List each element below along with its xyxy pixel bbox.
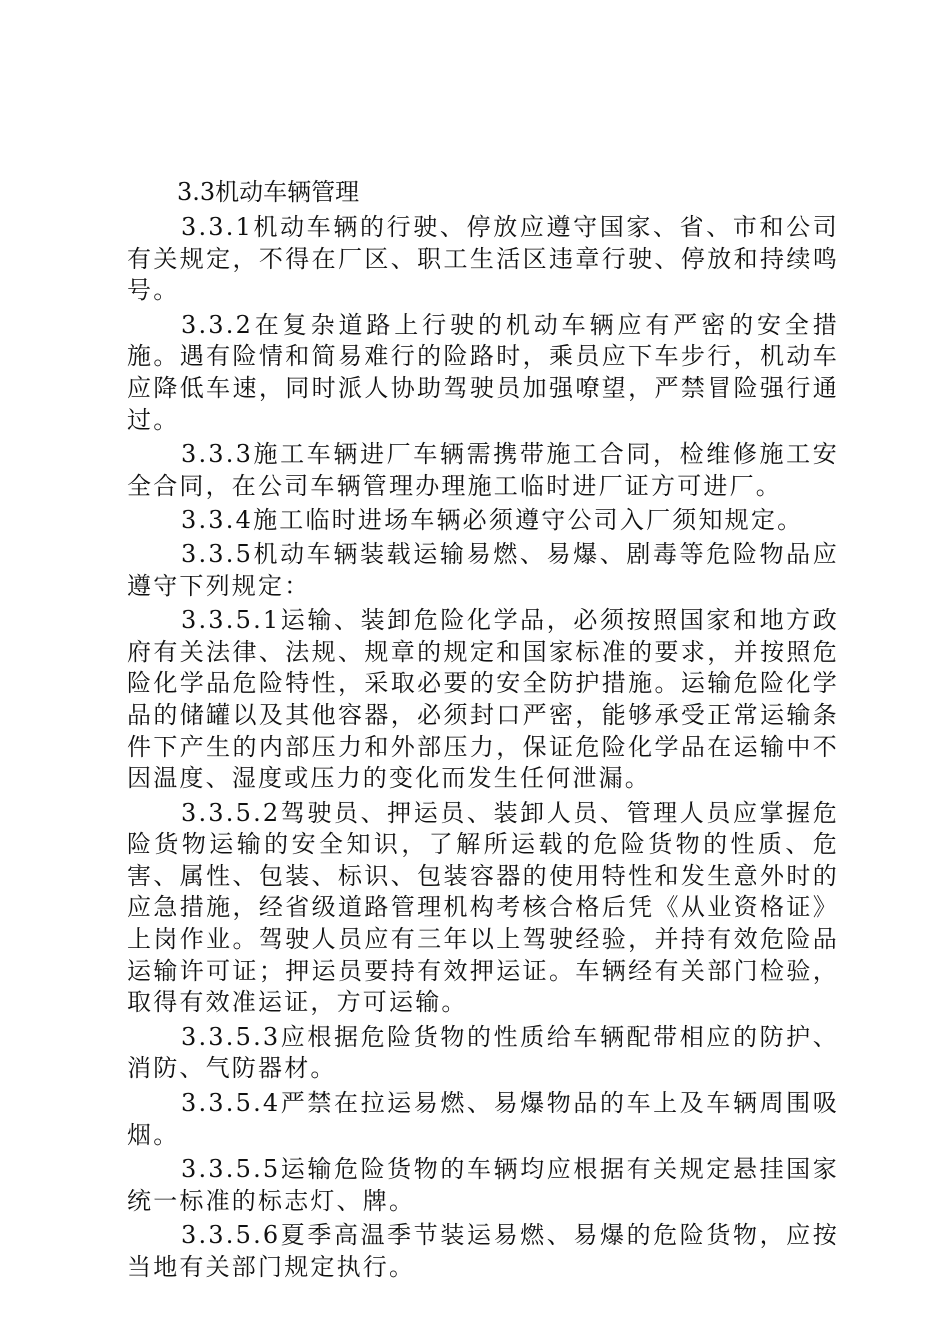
paragraph-3-3-3: 3.3.3施工车辆进厂车辆需携带施工合同，检维修施工安全合同，在公司车辆管理办理施工临时进厂证方可进厂。	[127, 440, 839, 500]
paragraph-3-3-5-5: 3.3.5.5运输危险货物的车辆均应根据有关规定悬挂国家统一标准的标志灯、牌。	[127, 1155, 839, 1215]
paragraph-3-3-5: 3.3.5机动车辆装载运输易燃、易爆、剧毒等危险物品应遵守下列规定：	[127, 539, 839, 600]
paragraph-3-3-5-3: 3.3.5.3应根据危险货物的性质给车辆配带相应的防护、消防、气防器材。	[127, 1022, 839, 1083]
paragraph-3-3-1: 3.3.1机动车辆的行驶、停放应遵守国家、省、市和公司有关规定，不得在厂区、职工生活区违章行驶、停放和持续鸣号。	[127, 213, 839, 305]
paragraph-3-3-5-6: 3.3.5.6夏季高温季节装运易燃、易爆的危险货物，应按当地有关部门规定执行。	[127, 1221, 839, 1281]
paragraph-3-3-4: 3.3.4施工临时进场车辆必须遵守公司入厂须知规定。	[181, 506, 804, 535]
section-heading: 3.3机动车辆管理	[177, 178, 360, 206]
paragraph-3-3-2: 3.3.2在复杂道路上行驶的机动车辆应有严密的安全措施。遇有险情和简易难行的险路时，乘员应下车步行，机动车应降低车速，同时派人协助驾驶员加强嘹望，严禁冒险强行通过。	[127, 310, 839, 434]
paragraph-3-3-5-4: 3.3.5.4严禁在拉运易燃、易爆物品的车上及车辆周围吸烟。	[127, 1089, 839, 1149]
paragraph-3-3-5-1: 3.3.5.1运输、装卸危险化学品，必须按照国家和地方政府有关法律、法规、规章的规定和国家标准的要求，并按照危险化学品危险特性，采取必要的安全防护措施。运输危险化学品的储罐以及其他容器，必须封口严密，能够承受正常运输条件下产生的内部压力和外部压力，保证危险化学品在运输中不因温度、湿度或压力的变化而发生任何泄漏。	[127, 606, 839, 793]
paragraph-3-3-5-2: 3.3.5.2驾驶员、押运员、装卸人员、管理人员应掌握危险货物运输的安全知识，了解所运载的危险货物的性质、危害、属性、包装、标识、包装容器的使用特性和发生意外时的应急措施，经省级道路管理机构考核合格后凭《从业资格证》上岗作业。驾驶人员应有三年以上驾驶经验，并持有效危险品运输许可证；押运员要持有效押运证。车辆经有关部门检验，取得有效准运证，方可运输。	[127, 798, 839, 1017]
document-body	[127, 174, 839, 1287]
